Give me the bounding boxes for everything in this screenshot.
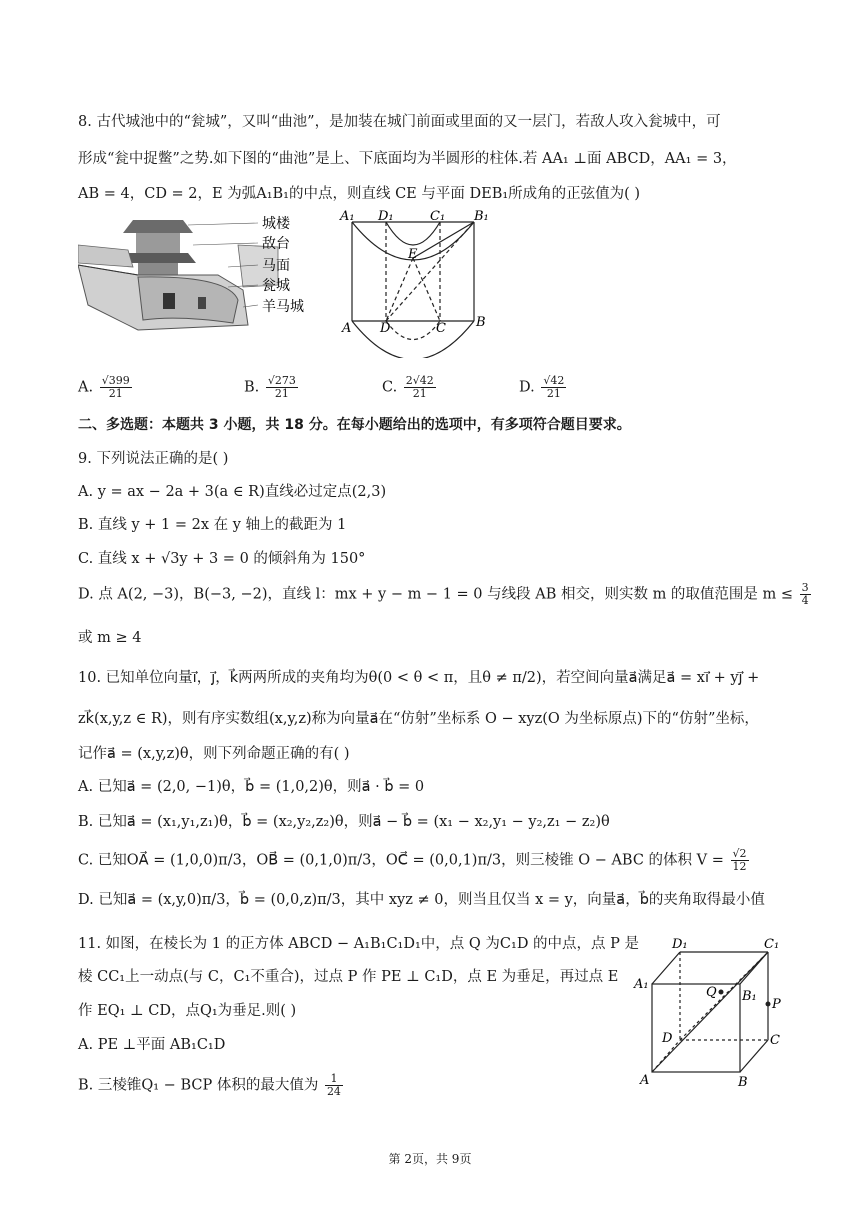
fig8-label-b1: B₁ (474, 209, 489, 224)
cube-label-q: Q (706, 985, 717, 1000)
cube-label-a1: A₁ (634, 977, 649, 992)
q9-option-d-cont: 或 m ≥ 4 (78, 630, 142, 646)
q10-line-1: 10. 已知单位向量i⃗，j⃗，k⃗两两所成的夹角均为θ(0 < θ < π，且θ ≠ π/2)，若空间向量a⃗满足a⃗ = xi⃗ + yj⃗ + (78, 670, 760, 686)
q10-option-c: C. 已知OA⃗ = (1,0,0)π/3，OB⃗ = (0,1,0)π/3，OC⃗ = (0,0,1)π/3，则三棱锥 O − ABC 的体积 V = $\frac{√2}{12}$ (78, 847, 747, 873)
fig8-label-d: D (380, 321, 391, 336)
q10-line-2: zk⃗(x,y,z ∈ R)，则有序实数组(x,y,z)称为向量a⃗在“仿射”坐标系 O − xyz(O 为坐标原点)下的“仿射”坐标， (78, 711, 759, 727)
cube-label-a: A (640, 1073, 650, 1088)
q9-stem: 9. 下列说法正确的是( ) (78, 451, 229, 467)
castle-label-5: 羊马城 (262, 299, 304, 315)
castle-illustration (78, 205, 318, 340)
cube-label-b: B (738, 1075, 748, 1090)
cube-label-d1: D₁ (672, 937, 688, 952)
q8-option-b: B. $\frac{√273}{21}$ (244, 374, 296, 400)
q8-option-d: D. $\frac{√42}{21}$ (519, 374, 565, 400)
castle-label-1: 城楼 (262, 216, 290, 232)
q10-option-a: A. 已知a⃗ = (2,0, −1)θ，b⃗ = (1,0,2)θ，则a⃗ · b⃗ = 0 (78, 779, 425, 795)
q11-line-1: 11. 如图，在棱长为 1 的正方体 ABCD − A₁B₁C₁D₁中，点 Q 为C₁D 的中点，点 P 是 (78, 936, 640, 952)
section-heading: 二、多选题：本题共 3 小题，共 18 分。在每小题给出的选项中，有多项符合题目要求。 (78, 417, 631, 433)
q11-option-b: B. 三棱锥Q₁ − BCP 体积的最大值为 $\frac{1}{24}$ (78, 1072, 341, 1098)
cube-label-c1: C₁ (764, 937, 780, 952)
q9-option-c: C. 直线 x + √3y + 3 = 0 的倾斜角为 150° (78, 551, 366, 567)
fig8-label-a: A (342, 321, 352, 336)
q10-option-d: D. 已知a⃗ = (x,y,0)π/3，b⃗ = (0,0,z)π/3，其中 xyz ≠ 0，则当且仅当 x = y，向量a⃗，b⃗的夹角取得最小值 (78, 892, 765, 908)
q8-line-3: AB = 4，CD = 2，E 为弧A₁B₁的中点，则直线 CE 与平面 DEB₁所成角的正弦值为( ) (78, 186, 641, 202)
page-footer: 第 2页，共 9页 (388, 1152, 472, 1166)
cube-label-c: C (770, 1033, 780, 1048)
q11-line-3: 作 EQ₁ ⊥ CD，点Q₁为垂足.则( ) (78, 1003, 297, 1019)
fig8-label-a1: A₁ (340, 209, 355, 224)
q8-option-c: C. $\frac{2√42}{21}$ (382, 374, 434, 400)
q10-option-b: B. 已知a⃗ = (x₁,y₁,z₁)θ，b⃗ = (x₂,y₂,z₂)θ，则a⃗ − b⃗ = (x₁ − x₂,y₁ − y₂,z₁ − z₂)θ (78, 814, 610, 830)
q9-option-a: A. y = ax − 2a + 3(a ∈ R)直线必过定点(2,3) (78, 484, 387, 500)
q11-line-2: 棱 CC₁上一动点(与 C，C₁不重合)，过点 P 作 PE ⊥ C₁D，点 E 为垂足，再过点 E (78, 969, 619, 985)
quchi-figure (338, 208, 498, 358)
fig8-label-d1: D₁ (378, 209, 394, 224)
q9-option-b: B. 直线 y + 1 = 2x 在 y 轴上的截距为 1 (78, 517, 347, 533)
fig8-label-c: C (436, 321, 446, 336)
q8-option-a: A. $\frac{√399}{21}$ (78, 374, 130, 400)
cube-figure (630, 934, 790, 1094)
q8-line-1: 8. 古代城池中的“瓮城”，又叫“曲池”，是加装在城门前面或里面的又一层门，若敌人攻入瓮城中，可 (78, 114, 721, 130)
q9-option-d: D. 点 A(2, −3)，B(−3, −2)，直线 l：mx + y − m − 1 = 0 与线段 AB 相交，则实数 m 的取值范围是 m ≤ $\frac{3}{4}$ (78, 581, 809, 607)
q8-line-2: 形成“瓮中捉鳖”之势.如下图的“曲池”是上、下底面均为半圆形的柱体.若 AA₁ ⊥面 ABCD，AA₁ = 3， (78, 151, 737, 167)
cube-label-b1: B₁ (742, 989, 757, 1004)
q11-option-a: A. PE ⊥平面 AB₁C₁D (78, 1037, 226, 1053)
castle-label-4: 瓮城 (262, 278, 290, 294)
castle-label-2: 敌台 (262, 236, 290, 252)
fig8-label-b: B (476, 315, 486, 330)
fig8-label-e: E (408, 247, 418, 262)
q10-line-3: 记作a⃗ = (x,y,z)θ，则下列命题正确的有( ) (78, 746, 350, 762)
fig8-label-c1: C₁ (430, 209, 446, 224)
castle-label-3: 马面 (262, 258, 290, 274)
cube-label-p: P (772, 997, 781, 1012)
cube-label-d: D (662, 1031, 673, 1046)
